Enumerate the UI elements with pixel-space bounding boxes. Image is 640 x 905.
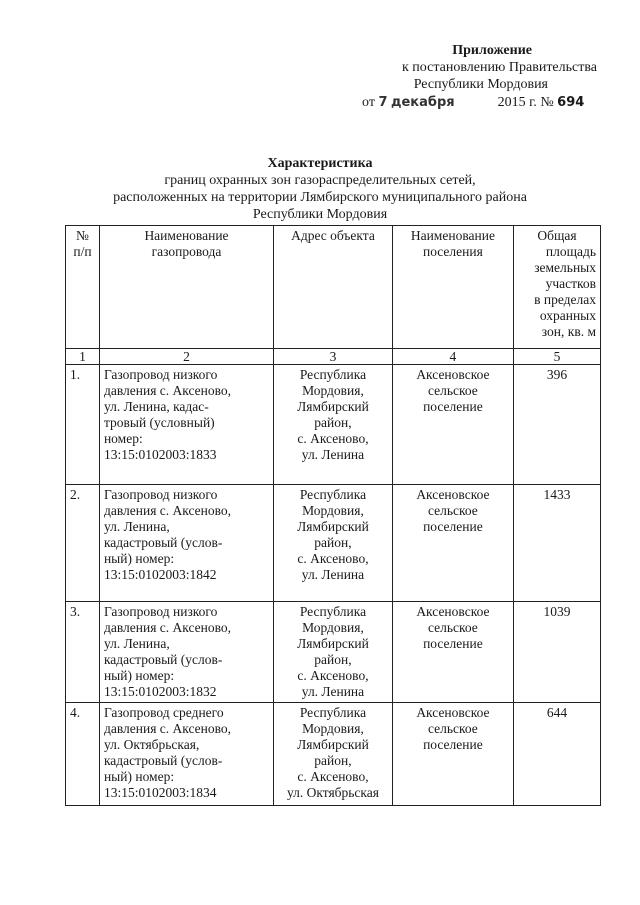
- zone-area: 396: [513, 365, 600, 485]
- table-row: [66, 703, 601, 806]
- col-number: 4: [392, 349, 513, 365]
- object-address: Республика Мордовия, Лямбирский район, с. Аксеново, ул. Ленина: [274, 602, 393, 703]
- zone-area: 644: [513, 703, 600, 806]
- object-address: Республика Мордовия, Лямбирский район, с. Аксеново, ул. Ленина: [274, 485, 393, 602]
- title-line-3: Республики Мордовия: [252, 207, 388, 222]
- row-number: 1.: [66, 365, 100, 485]
- column-numbers-row: [66, 349, 601, 365]
- pipeline-name: Газопровод среднего давления с. Аксеново, ул. Октябрьская, кадастровый (услов- ный) номер: 13:15:0102003:1834: [99, 703, 273, 806]
- number-sign: №: [540, 95, 554, 110]
- date-prefix: от: [362, 95, 375, 110]
- title-line-1: границ охранных зон газораспределительных сетей,: [164, 173, 476, 188]
- title-line-2: расположенных на территории Лямбирского муниципального района: [113, 190, 527, 205]
- header-address: Адрес объекта: [274, 226, 393, 349]
- col-number: 1: [66, 349, 100, 365]
- decree-date-line: [362, 95, 602, 111]
- table-row: [66, 485, 601, 602]
- object-address: Республика Мордовия, Лямбирский район, с. Аксеново, ул. Ленина: [274, 365, 393, 485]
- header-settlement: Наименование поселения: [392, 226, 513, 349]
- appendix-header: [360, 42, 600, 93]
- header-number: № п/п: [66, 226, 100, 349]
- object-address: Республика Мордовия, Лямбирский район, с. Аксеново, ул. Октябрьская: [274, 703, 393, 806]
- pipeline-name: Газопровод низкого давления с. Аксеново, ул. Ленина, кадас- тровый (условный) номер: 13:15:0102003:1833: [99, 365, 273, 485]
- row-number: 4.: [66, 703, 100, 806]
- zone-area: 1433: [513, 485, 600, 602]
- appendix-title: Приложение: [452, 43, 532, 58]
- title-main: Характеристика: [267, 156, 373, 171]
- table-header-row: [66, 226, 601, 349]
- pipeline-name: Газопровод низкого давления с. Аксеново, ул. Ленина, кадастровый (услов- ный) номер: 13:15:0102003:1832: [99, 602, 273, 703]
- table-row: [66, 602, 601, 703]
- zones-table: [65, 225, 601, 806]
- date-day: 7: [378, 95, 388, 110]
- settlement-name: Аксеновское сельское поселение: [392, 703, 513, 806]
- row-number: 2.: [66, 485, 100, 602]
- table-row: [66, 365, 601, 485]
- settlement-name: Аксеновское сельское поселение: [392, 365, 513, 485]
- settlement-name: Аксеновское сельское поселение: [392, 602, 513, 703]
- date-month: декабря: [390, 95, 455, 110]
- col-number: 5: [513, 349, 600, 365]
- row-number: 3.: [66, 602, 100, 703]
- zone-area: 1039: [513, 602, 600, 703]
- appendix-line-1: к постановлению Правительства: [401, 60, 597, 75]
- date-year: 2015 г.: [497, 95, 537, 110]
- header-area: Общая площадь земельных участков в пределах охранных зон, кв. м: [513, 226, 600, 349]
- pipeline-name: Газопровод низкого давления с. Аксеново, ул. Ленина, кадастровый (услов- ный) номер: 13:15:0102003:1842: [99, 485, 273, 602]
- col-number: 2: [99, 349, 273, 365]
- header-pipeline-name: Наименование газопровода: [99, 226, 273, 349]
- decree-number: 694: [557, 95, 585, 110]
- settlement-name: Аксеновское сельское поселение: [392, 485, 513, 602]
- document-title: [70, 155, 570, 223]
- appendix-line-2: Республики Мордовия: [413, 77, 548, 92]
- col-number: 3: [274, 349, 393, 365]
